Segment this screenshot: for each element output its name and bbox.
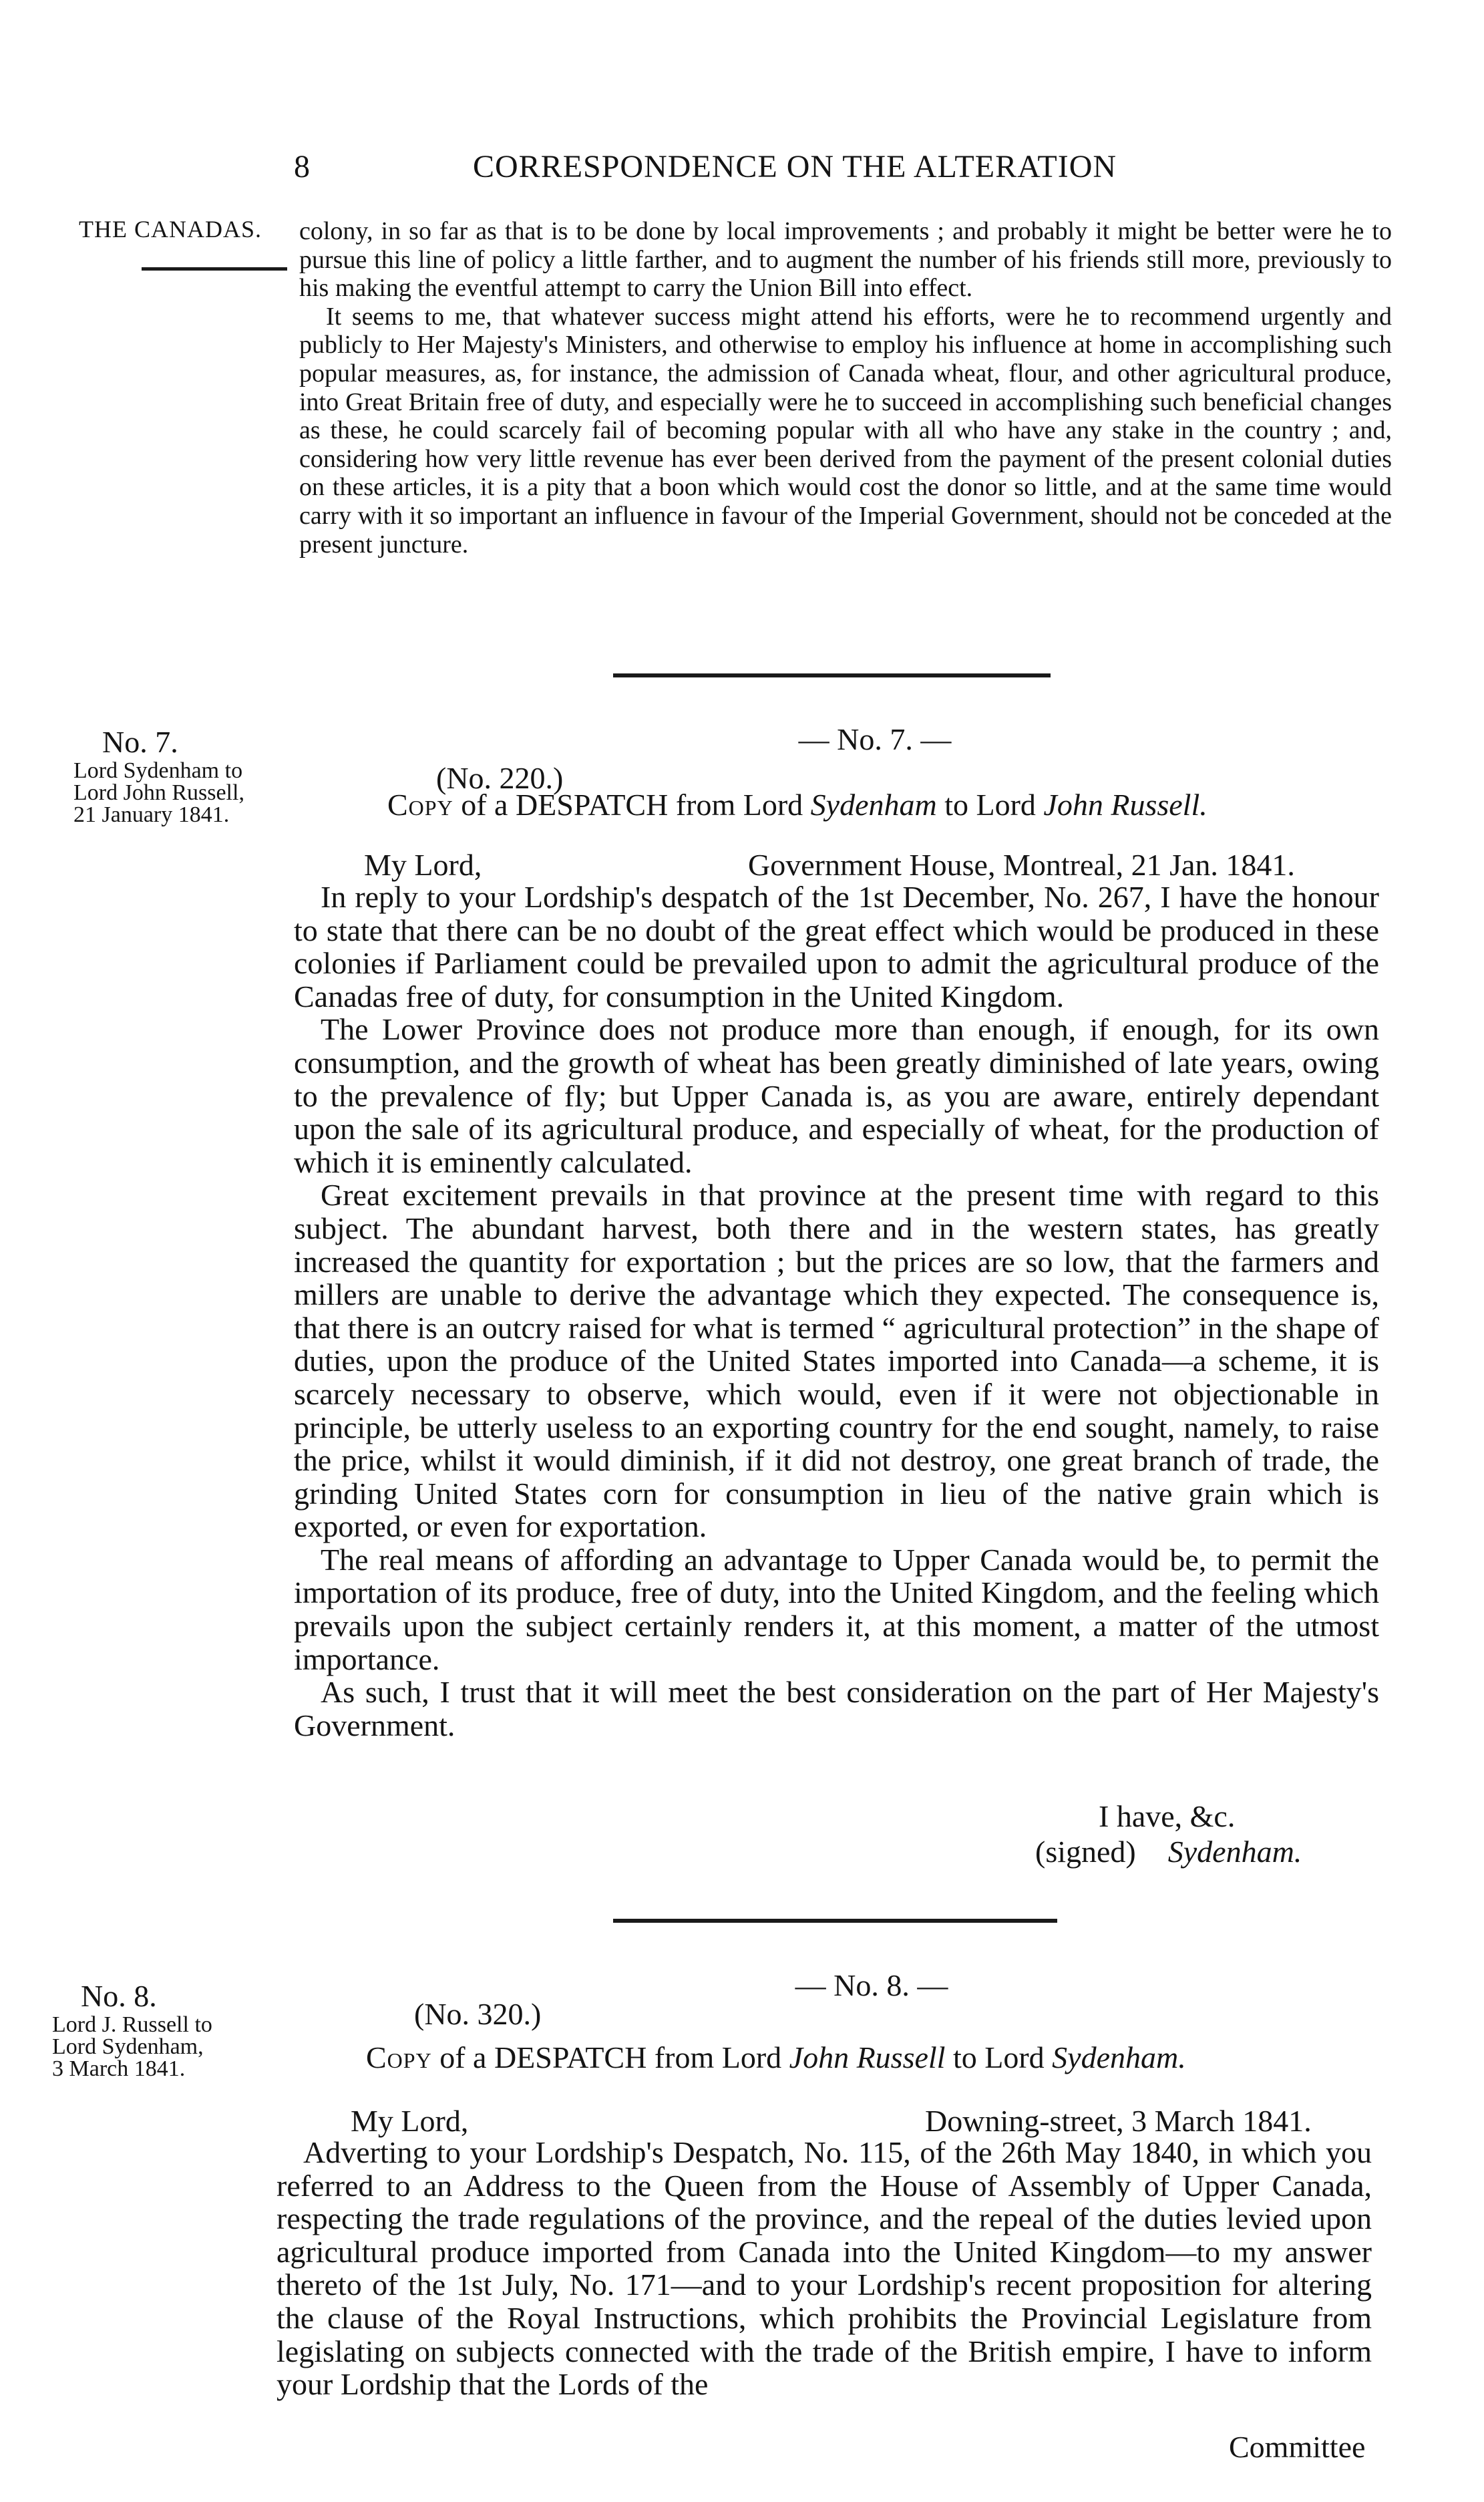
margin-note-line: Lord J. Russell to — [52, 2012, 212, 2037]
margin-note-no7 — [73, 725, 294, 826]
section-heading-no7: — No. 7. — — [798, 722, 952, 756]
title-text: of a DESPATCH from Lord — [453, 788, 811, 822]
despatch-title — [366, 2040, 1186, 2075]
body-paragraph: In reply to your Lordship's despatch of the 1st December, No. 267, I have the honour to state that there can be no doubt of the great effect which would be produced in these colonies if Parliament could be prevailed upon to admit the agricultural produce of the Canadas free of duty, for consumption in the United Kingdom. — [294, 880, 1379, 1013]
despatch-reference: (No. 320.) — [414, 1997, 542, 2031]
despatch-body — [276, 2136, 1372, 2401]
title-recipient: Sydenham. — [1052, 2040, 1186, 2074]
margin-note-line: Lord Sydenham, — [52, 2034, 204, 2059]
title-copy-word: Copy — [387, 788, 453, 822]
title-text: of a DESPATCH from Lord — [431, 2040, 789, 2074]
running-title: CORRESPONDENCE ON THE ALTERATION — [473, 149, 1117, 184]
margin-note-line: 3 March 1841. — [52, 2056, 186, 2081]
body-paragraph: The real means of affording an advantage to Upper Canada would be, to permit the importation of its produce, free of duty, into the United Kingdom, and the feeling which prevails upon the subject certainly renders it, at this moment, a matter of the utmost importance. — [294, 1542, 1379, 1676]
margin-note-line: 21 January 1841. — [73, 802, 230, 827]
margin-note-line: Lord John Russell, — [73, 780, 244, 805]
margin-note-number: No. 7. — [102, 725, 178, 759]
margin-rule — [142, 267, 287, 271]
section-divider — [613, 673, 1051, 677]
place-date: Government House, Montreal, 21 Jan. 1841. — [748, 848, 1295, 882]
margin-note-number: No. 8. — [81, 1979, 157, 2013]
salutation: My Lord, — [351, 2104, 469, 2138]
despatch-body — [294, 881, 1379, 1742]
signature: Sydenham. — [1167, 1835, 1302, 1869]
intro-text — [299, 217, 1392, 559]
body-paragraph: As such, I trust that it will meet the best consideration on the part of Her Majesty's Government. — [294, 1675, 1379, 1742]
despatch-title — [387, 787, 1208, 822]
margin-note-line: Lord Sydenham to — [73, 758, 243, 783]
title-text: to Lord — [936, 788, 1044, 822]
title-sender: Sydenham — [810, 788, 937, 822]
page-number: 8 — [294, 149, 310, 184]
margin-note-no8 — [52, 1979, 272, 2080]
despatch-reference: (No. 220.) — [436, 761, 564, 795]
body-paragraph: Adverting to your Lordship's Despatch, No. 115, of the 26th May 1840, in which you referred to an Address to the Queen from the House of Assembly of Upper Canada, respecting the trade regulations of the province, and the repeal of the duties levied upon agricultural produce imported from Canada into the United Kingdom—to my answer thereto of the 1st July, No. 171—and to your Lordship's recent proposition for altering the clause of the Royal Instructions, which prohibits the Provincial Legislature from legislating on subjects connected with the trade of the British empire, I have to inform your Lordship that the Lords of the — [276, 2135, 1372, 2402]
place-date: Downing-street, 3 March 1841. — [925, 2104, 1312, 2138]
page-header — [294, 148, 1242, 195]
title-sender: John Russell — [789, 2040, 946, 2074]
section-divider — [613, 1919, 1057, 1923]
signed-label: (signed) — [1035, 1835, 1136, 1869]
closing-line: I have, &c. — [1099, 1799, 1236, 1833]
salutation: My Lord, — [364, 848, 482, 882]
intro-paragraph: It seems to me, that whatever success might attend his efforts, were he to recommend urgently and publicly to Her Majesty's Ministers, and otherwise to employ his influence at home in accomplishing such popular measures, as, for instance, the admission of Canada wheat, flour, and other agricultural produce, into Great Britain free of duty, and especially were he to succeed in accomplishing such beneficial changes as these, he could scarcely fail of becoming popular with all who have any stake in the country ; and, considering how very little revenue has ever been derived from the payment of the present colonial duties on these articles, it is a pity that a boon which would cost the donor so little, and at the same time would carry with it so important an influence in favour of the Imperial Government, should not be conceded at the present juncture. — [299, 302, 1392, 559]
body-paragraph: Great excitement prevails in that province at the present time with regard to this subject. The abundant harvest, both there and in the western states, has greatly increased the quantity for exportation ; but the prices are so low, that the farmers and millers are unable to derive the advantage which they expected. The consequence is, that there is an outcry raised for what is termed “ agricultural protection” in the shape of duties, upon the produce of the United States imported into Canada—a scheme, it is scarcely necessary to observe, which would, even if it were not objectionable in principle, be utterly useless to an exporting country for the end sought, namely, to raise the price, whilst it would diminish, if it did not destroy, one great branch of trade, the grinding United States corn for consumption in lieu of the native grain which is exported, or even for exportation. — [294, 1178, 1379, 1544]
margin-heading: THE CANADAS. — [79, 216, 262, 243]
catchword: Committee — [1229, 2430, 1366, 2464]
title-copy-word: Copy — [366, 2040, 432, 2074]
intro-paragraph: colony, in so far as that is to be done by local improvements ; and probably it might be better were he to pursue this line of policy a little farther, and to augment the number of his friends still more, previously to his making the eventful attempt to carry the Union Bill into effect. — [299, 217, 1392, 303]
signature-line — [1035, 1834, 1302, 1869]
title-text: to Lord — [945, 2040, 1053, 2074]
section-heading-no8: — No. 8. — — [795, 1968, 948, 2002]
title-recipient: John Russell. — [1043, 788, 1208, 822]
body-paragraph: The Lower Province does not produce more than enough, if enough, for its own consumption, and the growth of wheat has been greatly diminished of late years, owing to the prevalence of fly; but Upper Canada is, as you are aware, entirely dependant upon the sale of its agricultural produce, and especially of wheat, for the production of which it is eminently calculated. — [294, 1012, 1379, 1179]
